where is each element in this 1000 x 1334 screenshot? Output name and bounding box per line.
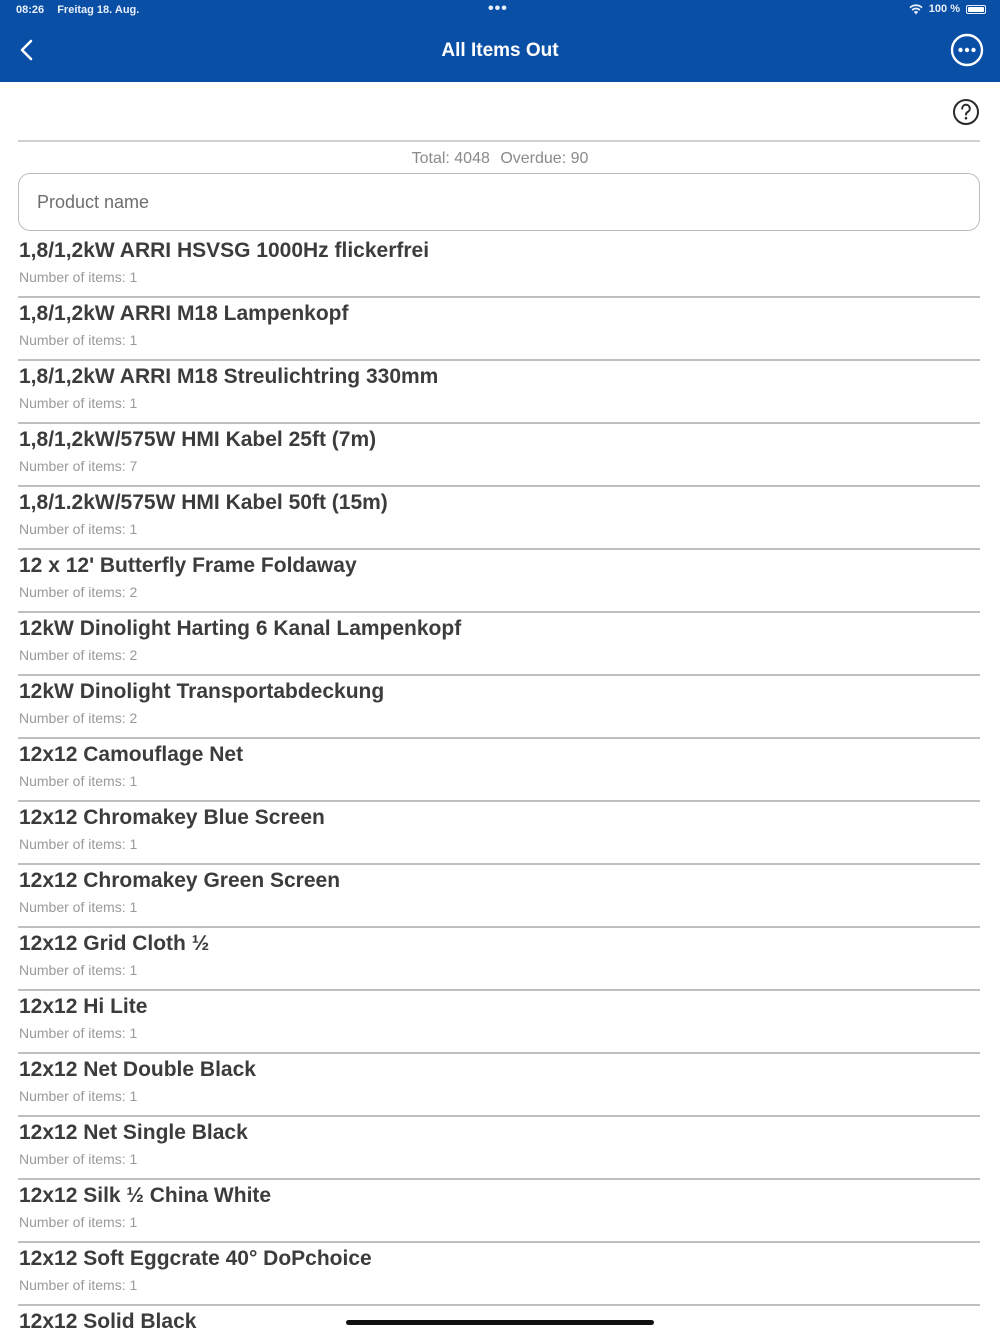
help-button[interactable] [952,98,980,126]
item-name: 1,8/1.2kW/575W HMI Kabel 50ft (15m) [19,491,388,514]
list-item[interactable] [18,1054,980,1117]
totals-summary [0,150,1000,168]
list-item[interactable] [18,1117,980,1180]
item-count: Number of items: 1 [19,395,138,411]
list-item[interactable] [18,613,980,676]
ellipsis-circle-icon [950,33,984,67]
item-name: 1,8/1,2kW ARRI HSVSG 1000Hz flickerfrei [19,239,430,262]
list-item[interactable] [18,865,980,928]
search-field[interactable] [18,173,980,231]
list-item[interactable] [18,487,980,550]
status-bar-left [16,4,149,16]
item-count: Number of items: 1 [19,773,138,789]
question-circle-icon [952,98,980,126]
item-count: Number of items: 1 [19,1025,138,1041]
battery-icon [966,5,986,14]
status-date: Freitag 18. Aug. [57,4,140,16]
list-item[interactable] [18,991,980,1054]
items-list[interactable] [18,235,980,1334]
item-name: 1,8/1,2kW/575W HMI Kabel 25ft (7m) [19,428,377,451]
navigation-bar [0,0,1000,82]
item-name: 1,8/1,2kW ARRI M18 Streulichtring 330mm [19,365,439,388]
item-name: 12x12 Net Double Black [19,1058,256,1081]
item-count: Number of items: 1 [19,962,138,978]
item-count: Number of items: 1 [19,332,138,348]
item-name: 12x12 Solid Black [19,1310,197,1333]
item-count: Number of items: 2 [19,584,138,600]
list-item[interactable] [18,739,980,802]
item-count: Number of items: 2 [19,710,138,726]
item-name: 12x12 Chromakey Green Screen [19,869,341,892]
item-count: Number of items: 1 [19,1151,138,1167]
item-count: Number of items: 1 [19,1088,138,1104]
header-divider [18,140,980,142]
item-name: 12 x 12' Butterfly Frame Foldaway [19,554,357,577]
list-item[interactable] [18,424,980,487]
item-count: Number of items: 2 [19,647,138,663]
status-time: 08:26 [16,4,45,16]
battery-percent: 100 % [928,3,960,15]
item-count: Number of items: 1 [19,1214,138,1230]
item-name: 12x12 Grid Cloth ½ [19,932,210,955]
overdue-count: Overdue: 90 [500,150,589,167]
home-indicator[interactable] [346,1320,654,1325]
item-count: Number of items: 1 [19,899,138,915]
item-name: 1,8/1,2kW ARRI M18 Lampenkopf [19,302,349,325]
product-name-input[interactable] [35,174,939,230]
total-count: Total: 4048 [411,150,490,167]
item-count: Number of items: 1 [19,269,138,285]
list-item[interactable] [18,1180,980,1243]
list-item[interactable] [18,550,980,613]
list-item[interactable] [18,1243,980,1306]
item-name: 12x12 Net Single Black [19,1121,248,1144]
wifi-icon [909,4,923,15]
item-name: 12kW Dinolight Harting 6 Kanal Lampenkopf [19,617,462,640]
list-item[interactable] [18,802,980,865]
list-item[interactable] [18,928,980,991]
list-item[interactable] [18,361,980,424]
item-name: 12kW Dinolight Transportabdeckung [19,680,385,703]
list-item[interactable] [18,676,980,739]
item-name: 12x12 Hi Lite [19,995,148,1018]
item-count: Number of items: 1 [19,521,138,537]
status-bar-right [909,3,986,15]
list-item[interactable] [18,298,980,361]
list-item[interactable] [18,235,980,298]
item-name: 12x12 Chromakey Blue Screen [19,806,325,829]
page-title: All Items Out [441,40,559,61]
item-count: Number of items: 1 [19,1277,138,1293]
more-options-button[interactable] [950,33,984,67]
multitasking-dots[interactable]: ••• [488,0,508,17]
item-name: 12x12 Camouflage Net [19,743,244,766]
item-count: Number of items: 7 [19,458,138,474]
item-count: Number of items: 1 [19,836,138,852]
item-name: 12x12 Silk ½ China White [19,1184,272,1207]
item-name: 12x12 Soft Eggcrate 40° DoPchoice [19,1247,372,1270]
